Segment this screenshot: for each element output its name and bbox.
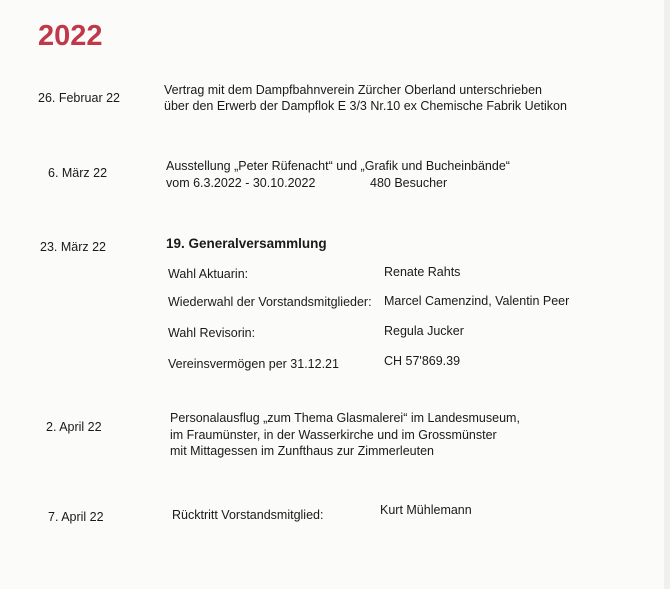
entry-text-line: vom 6.3.2022 - 30.10.2022 xyxy=(166,176,316,190)
row-label: Wahl Aktuarin: xyxy=(168,267,249,281)
scan-edge xyxy=(664,0,670,589)
entry-text-line: Ausstellung „Peter Rüfenacht“ und „Grafik und Bucheinbände“ xyxy=(166,159,510,173)
entry-text-line: mit Mittagessen im Zunfthaus zur Zimmerleuten xyxy=(170,444,434,458)
entry-date: 23. März 22 xyxy=(40,240,107,254)
row-value: CH 57'869.39 xyxy=(384,354,461,368)
visitor-count: 480 Besucher xyxy=(370,176,448,190)
entry-text-line: im Fraumünster, in der Wasserkirche und im Grossmünster xyxy=(170,428,497,442)
row-value: Regula Jucker xyxy=(384,324,464,338)
entry-date: 2. April 22 xyxy=(46,420,102,434)
entry-text-line: Personalausflug „zum Thema Glasmalerei“ im Landesmuseum, xyxy=(170,411,520,425)
entry-text-line: Vertrag mit dem Dampfbahnverein Zürcher Oberland unterschrieben xyxy=(164,83,542,97)
row-value: Kurt Mühlemann xyxy=(380,503,472,517)
entry-text-line: über den Erwerb der Dampflok E 3/3 Nr.10 ex Chemische Fabrik Uetikon xyxy=(164,99,567,113)
entry-date: 7. April 22 xyxy=(48,510,104,524)
row-label: Wahl Revisorin: xyxy=(168,326,256,340)
row-label: Rücktritt Vorstandsmitglied: xyxy=(172,508,324,522)
row-label: Wiederwahl der Vorstandsmitglieder: xyxy=(168,295,372,309)
section-title: 19. Generalversammlung xyxy=(166,236,327,251)
entry-date: 26. Februar 22 xyxy=(38,91,120,105)
year-heading: 2022 xyxy=(38,20,103,52)
row-value: Marcel Camenzind, Valentin Peer xyxy=(384,294,570,308)
entry-date: 6. März 22 xyxy=(48,166,108,180)
row-label: Vereinsvermögen per 31.12.21 xyxy=(168,357,339,371)
row-value: Renate Rahts xyxy=(384,265,461,279)
